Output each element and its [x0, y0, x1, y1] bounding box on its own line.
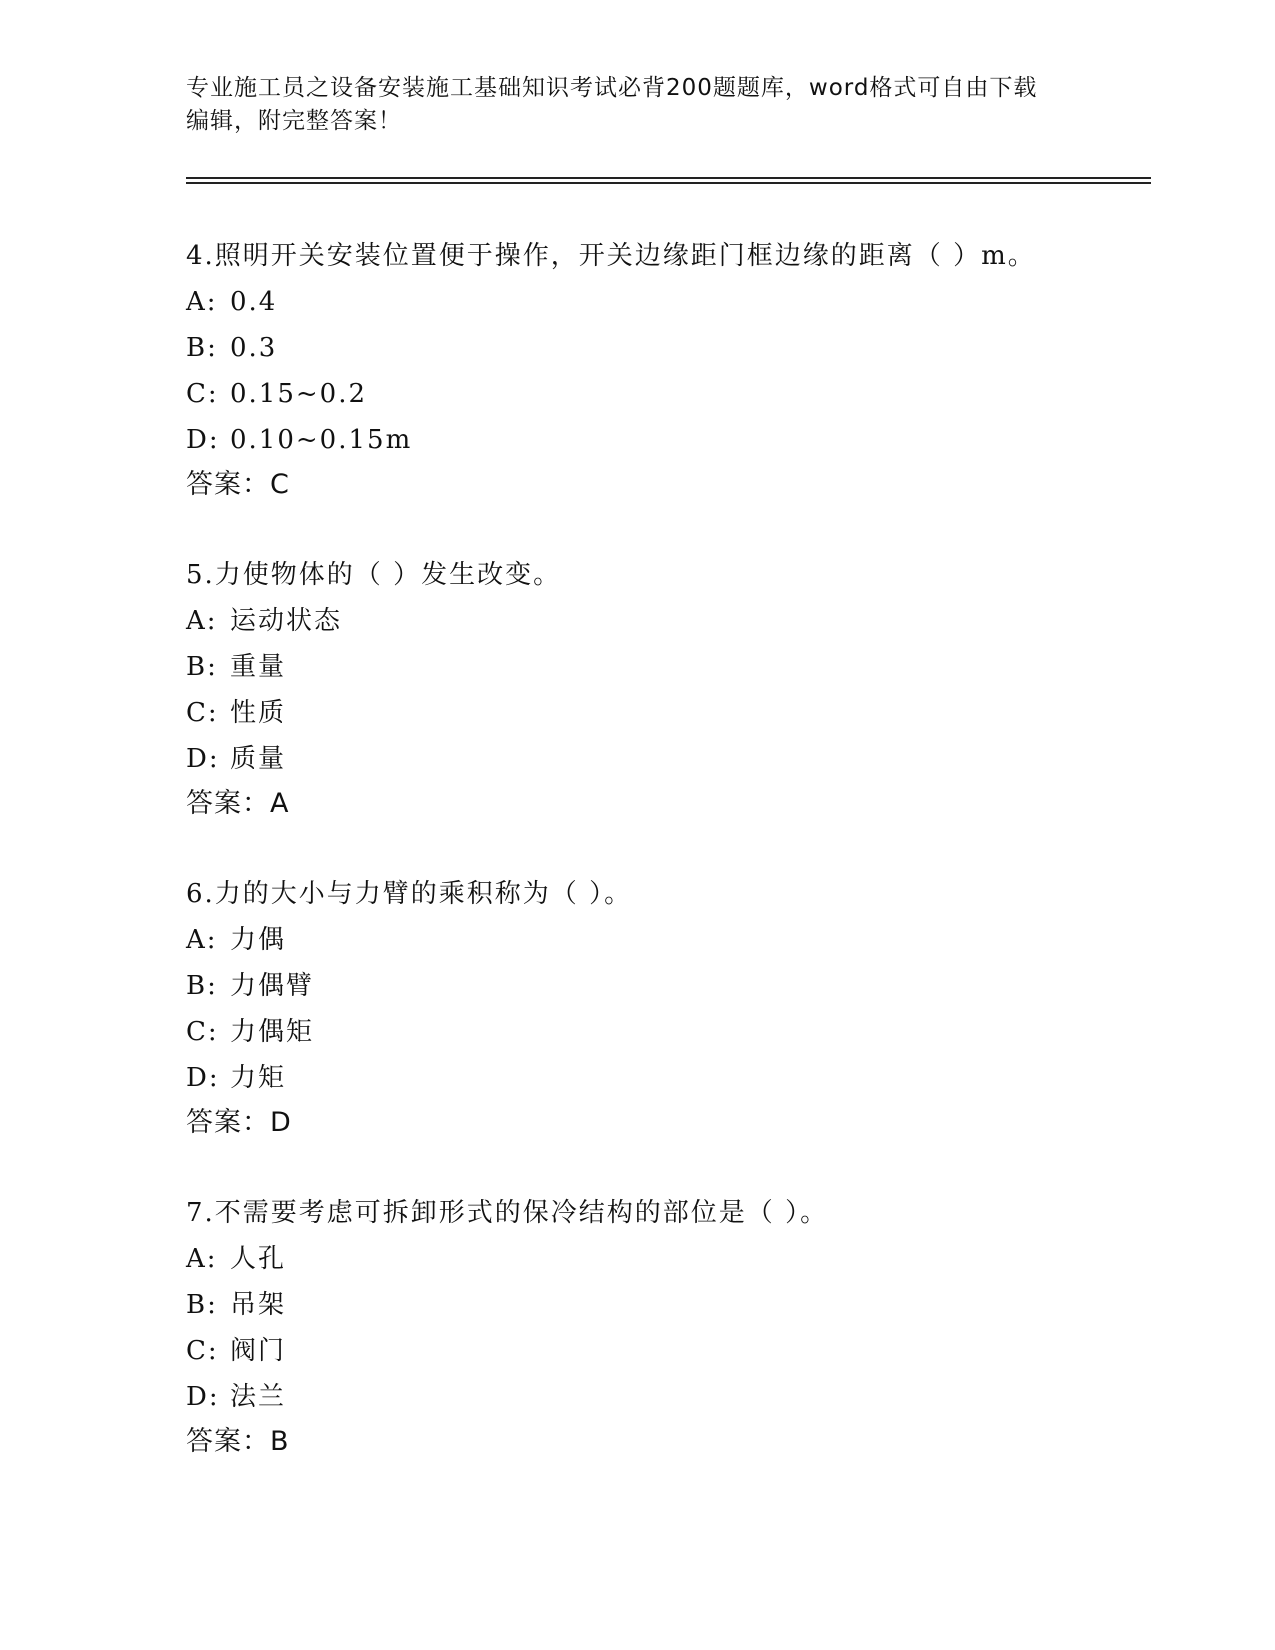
- option-letter: B:: [186, 971, 218, 1001]
- option-a: [186, 1236, 1146, 1282]
- option-text: 0.3: [230, 333, 278, 363]
- option-b: [186, 644, 1146, 690]
- answer-line: 答案：A: [186, 788, 290, 819]
- option-letter: D:: [186, 1382, 220, 1412]
- option-letter: D:: [186, 1063, 220, 1093]
- option-text: 0.4: [230, 287, 278, 317]
- question-5: [186, 552, 1146, 826]
- option-c: [186, 1009, 1146, 1055]
- option-letter: A:: [186, 606, 218, 636]
- option-letter: A:: [186, 287, 218, 317]
- option-letter: D:: [186, 744, 220, 774]
- option-text: 阀门: [230, 1336, 287, 1366]
- question-6: [186, 871, 1146, 1145]
- answer-line: 答案：C: [186, 469, 290, 500]
- option-b: [186, 1282, 1146, 1328]
- option-d: [186, 1055, 1146, 1101]
- option-d: [186, 417, 1146, 463]
- question-stem: 4.照明开关安装位置便于操作，开关边缘距门框边缘的距离（ ）m。: [186, 241, 1036, 271]
- option-text: 重量: [230, 652, 287, 682]
- option-letter: D:: [186, 425, 220, 455]
- option-text: 运动状态: [230, 606, 343, 636]
- answer-line: 答案：B: [186, 1426, 290, 1457]
- option-c: [186, 690, 1146, 736]
- option-text: 吊架: [230, 1290, 287, 1320]
- option-letter: B:: [186, 333, 218, 363]
- option-b: [186, 325, 1146, 371]
- option-b: [186, 963, 1146, 1009]
- option-text: 力矩: [230, 1063, 287, 1093]
- question-4: [186, 233, 1146, 507]
- header-title-line-1: 专业施工员之设备安装施工基础知识考试必背200题题库，word格式可自由下载: [186, 75, 1038, 101]
- option-letter: C:: [186, 698, 219, 728]
- option-letter: C:: [186, 379, 219, 409]
- header-divider-bottom: [186, 182, 1151, 184]
- option-text: 力偶臂: [230, 971, 315, 1001]
- answer-line: 答案：D: [186, 1107, 292, 1138]
- option-text: 0.10~0.15m: [230, 425, 413, 455]
- option-a: [186, 598, 1146, 644]
- question-stem: 5.力使物体的（ ）发生改变。: [186, 560, 562, 590]
- option-text: 法兰: [230, 1382, 287, 1412]
- option-text: 质量: [230, 744, 287, 774]
- option-letter: A:: [186, 925, 218, 955]
- option-a: [186, 917, 1146, 963]
- header-title-line-2: 编辑，附完整答案！: [186, 108, 402, 134]
- option-c: [186, 1328, 1146, 1374]
- option-letter: B:: [186, 652, 218, 682]
- option-text: 0.15~0.2: [230, 379, 368, 409]
- option-text: 力偶矩: [230, 1017, 315, 1047]
- option-text: 力偶: [230, 925, 287, 955]
- option-d: [186, 736, 1146, 782]
- question-7: [186, 1190, 1146, 1464]
- option-letter: C:: [186, 1017, 219, 1047]
- question-stem: 6.力的大小与力臂的乘积称为（ ）。: [186, 879, 633, 909]
- document-header: [186, 72, 1086, 138]
- option-c: [186, 371, 1146, 417]
- question-stem: 7.不需要考虑可拆卸形式的保冷结构的部位是（ ）。: [186, 1198, 829, 1228]
- option-text: 人孔: [230, 1244, 287, 1274]
- option-text: 性质: [230, 698, 287, 728]
- option-letter: B:: [186, 1290, 218, 1320]
- header-divider-top: [186, 177, 1151, 179]
- option-d: [186, 1374, 1146, 1420]
- option-letter: A:: [186, 1244, 218, 1274]
- option-letter: C:: [186, 1336, 219, 1366]
- option-a: [186, 279, 1146, 325]
